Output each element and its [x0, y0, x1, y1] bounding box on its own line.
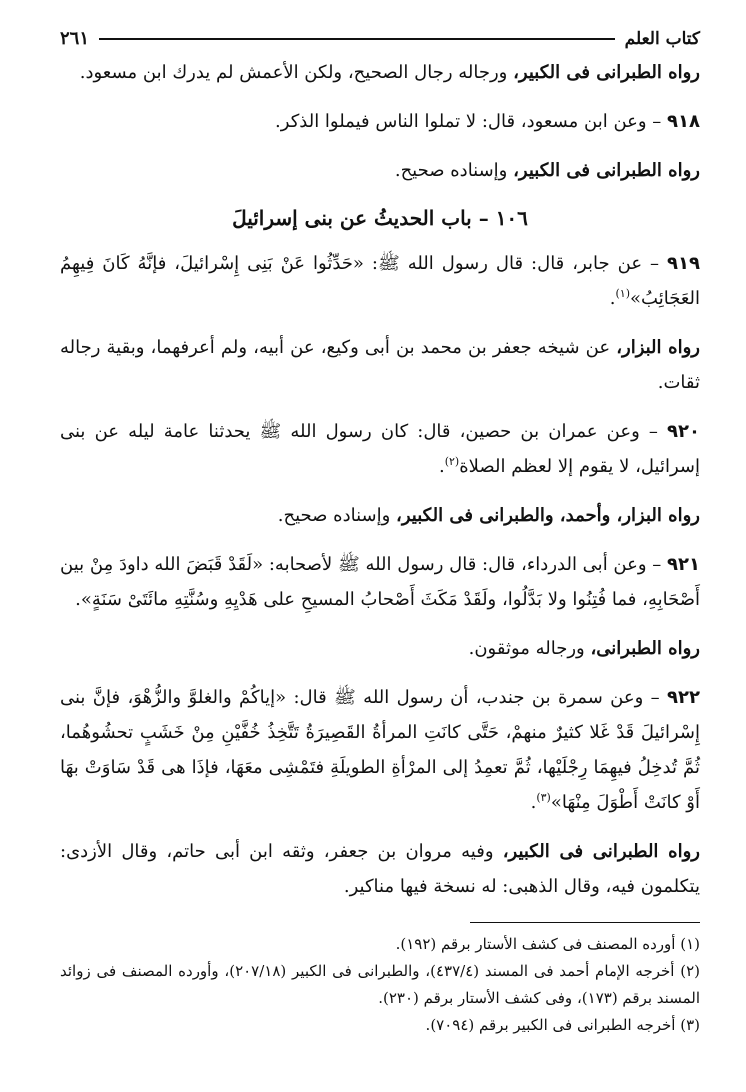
commentary-text: وإسناده صحيح. — [277, 505, 397, 526]
commentary-paragraph — [60, 631, 700, 666]
hadith-number: ٩٢١ — [667, 554, 700, 575]
footnote-marker: (٣) — [536, 791, 551, 804]
source-citation: رواه الطبرانى فى الكبير، — [513, 62, 700, 83]
commentary-paragraph — [60, 55, 700, 90]
hadith-text: – وعن سمرة بن جندب، أن رسول الله ﷺ قال: «إياكُمْ والغلوَّ والزُّهْوَ، فإنَّ بنى إِسْرائيلَ قَدْ غَلا كثيرٌ منهمْ، حَتَّى كانَتِ المرأةُ القَصِيرَةُ تَتَّخِذُ خُفَّيْنِ مِنْ خَشَبٍ تحشُوهُما، ثُمَّ تُدخِلُ فيهِمَا رِجْلَيْها، ثُمَّ تعمِدُ إلى المرْأةِ الطويلَةِ فتَمْشِى معَهَا، فإذَا هى قَدْ سَاوَتْ بهَا أَوْ كانَتْ أَطْوَلَ مِنْهَا» — [60, 687, 700, 813]
hadith-text: – وعن ابن مسعود، قال: لا تملوا الناس فيملوا الذكر. — [275, 111, 668, 132]
book-title: كتاب العلم — [624, 28, 700, 49]
footnote-marker: (١) — [615, 287, 631, 300]
hadith-number: ٩١٨ — [667, 111, 700, 132]
footnote-2: (٢) أخرجه الإمام أحمد فى المسند (٤٣٧/٤)، والطبرانى فى الكبير (٢٠٧/١٨)، وأورده المصنف فى زوائد المسند برقم (١٧٣)، وفى كشف الأستار برقم (٢٣٠). — [60, 962, 700, 1007]
running-header — [60, 28, 700, 49]
source-citation: رواه الطبرانى فى الكبير، — [502, 841, 700, 862]
footnotes-section — [60, 922, 700, 1039]
commentary-text: وفيه مروان بن جعفر، وثقه ابن أبى حاتم، وقال الأزدى: يتكلمون فيه، وقال الذهبى: له نسخة فيها مناكير. — [60, 841, 700, 897]
footnote-divider — [470, 922, 700, 923]
hadith-text: – عن جابر، قال: قال رسول الله ﷺ: «حَدِّثُوا عَنْ بَنِى إِسْرائيلَ، فإنَّهُ كَانَ فِيهِمُ العَجَائِبُ» — [60, 253, 700, 309]
hadith-919 — [60, 246, 700, 316]
commentary-text: ورجاله رجال الصحيح، ولكن الأعمش لم يدرك ابن مسعود. — [79, 62, 514, 83]
hadith-text: – وعن عمران بن حصين، قال: كان رسول الله ﷺ يحدثنا عامة ليله عن بنى إسرائيل، لا يقوم إلا لعظم الصلاة — [60, 421, 700, 477]
hadith-end: . — [609, 288, 616, 309]
footnote-marker: (٢) — [444, 455, 460, 468]
hadith-918 — [60, 104, 700, 139]
source-citation: رواه الطبرانى، — [590, 638, 700, 659]
commentary-paragraph — [60, 834, 700, 904]
hadith-922 — [60, 680, 700, 820]
hadith-end: . — [530, 792, 537, 813]
hadith-text: – وعن أبى الدرداء، قال: قال رسول الله ﷺ لأصحابه: «لَقَدْ قَبَضَ الله داودَ مِنْ بين أَصْحَابِهِ، فما فُتِنُوا ولا بَدَّلُوا، ولَقَدْ مَكَثَ أَصْحابُ المسيحِ على هَدْيِهِ وسُنَّتِهِ مائَتَىْ سَنَةٍ». — [60, 554, 700, 610]
hadith-end: . — [438, 456, 445, 477]
commentary-paragraph — [60, 330, 700, 400]
header-rule — [99, 38, 615, 40]
commentary-text: وإسناده صحيح. — [394, 160, 514, 181]
book-page — [60, 28, 700, 1039]
hadith-921 — [60, 547, 700, 617]
page-number: ٢٦١ — [60, 28, 90, 49]
chapter-heading: ١٠٦ – باب الحديثُ عن بنى إسرائيلَ — [232, 206, 528, 230]
hadith-920 — [60, 414, 700, 484]
footnote-1: (١) أورده المصنف فى كشف الأستار برقم (١٩٢). — [395, 935, 700, 953]
source-citation: رواه الطبرانى فى الكبير، — [513, 160, 700, 181]
source-citation: رواه البزار، وأحمد، والطبرانى فى الكبير، — [396, 505, 700, 526]
commentary-paragraph — [60, 498, 700, 533]
hadith-number: ٩٢٠ — [667, 421, 700, 442]
hadith-number: ٩١٩ — [667, 253, 700, 274]
footnote-3: (٣) أخرجه الطبرانى فى الكبير برقم (٧٠٩٤). — [425, 1016, 700, 1034]
source-citation: رواه البزار، — [616, 337, 700, 358]
commentary-paragraph — [60, 153, 700, 188]
hadith-number: ٩٢٢ — [667, 687, 700, 708]
commentary-text: ورجاله موثقون. — [468, 638, 591, 659]
commentary-text: عن شيخه جعفر بن محمد بن أبى وكيع، عن أبيه، ولم أعرفهما، وبقية رجاله ثقات. — [60, 337, 700, 393]
